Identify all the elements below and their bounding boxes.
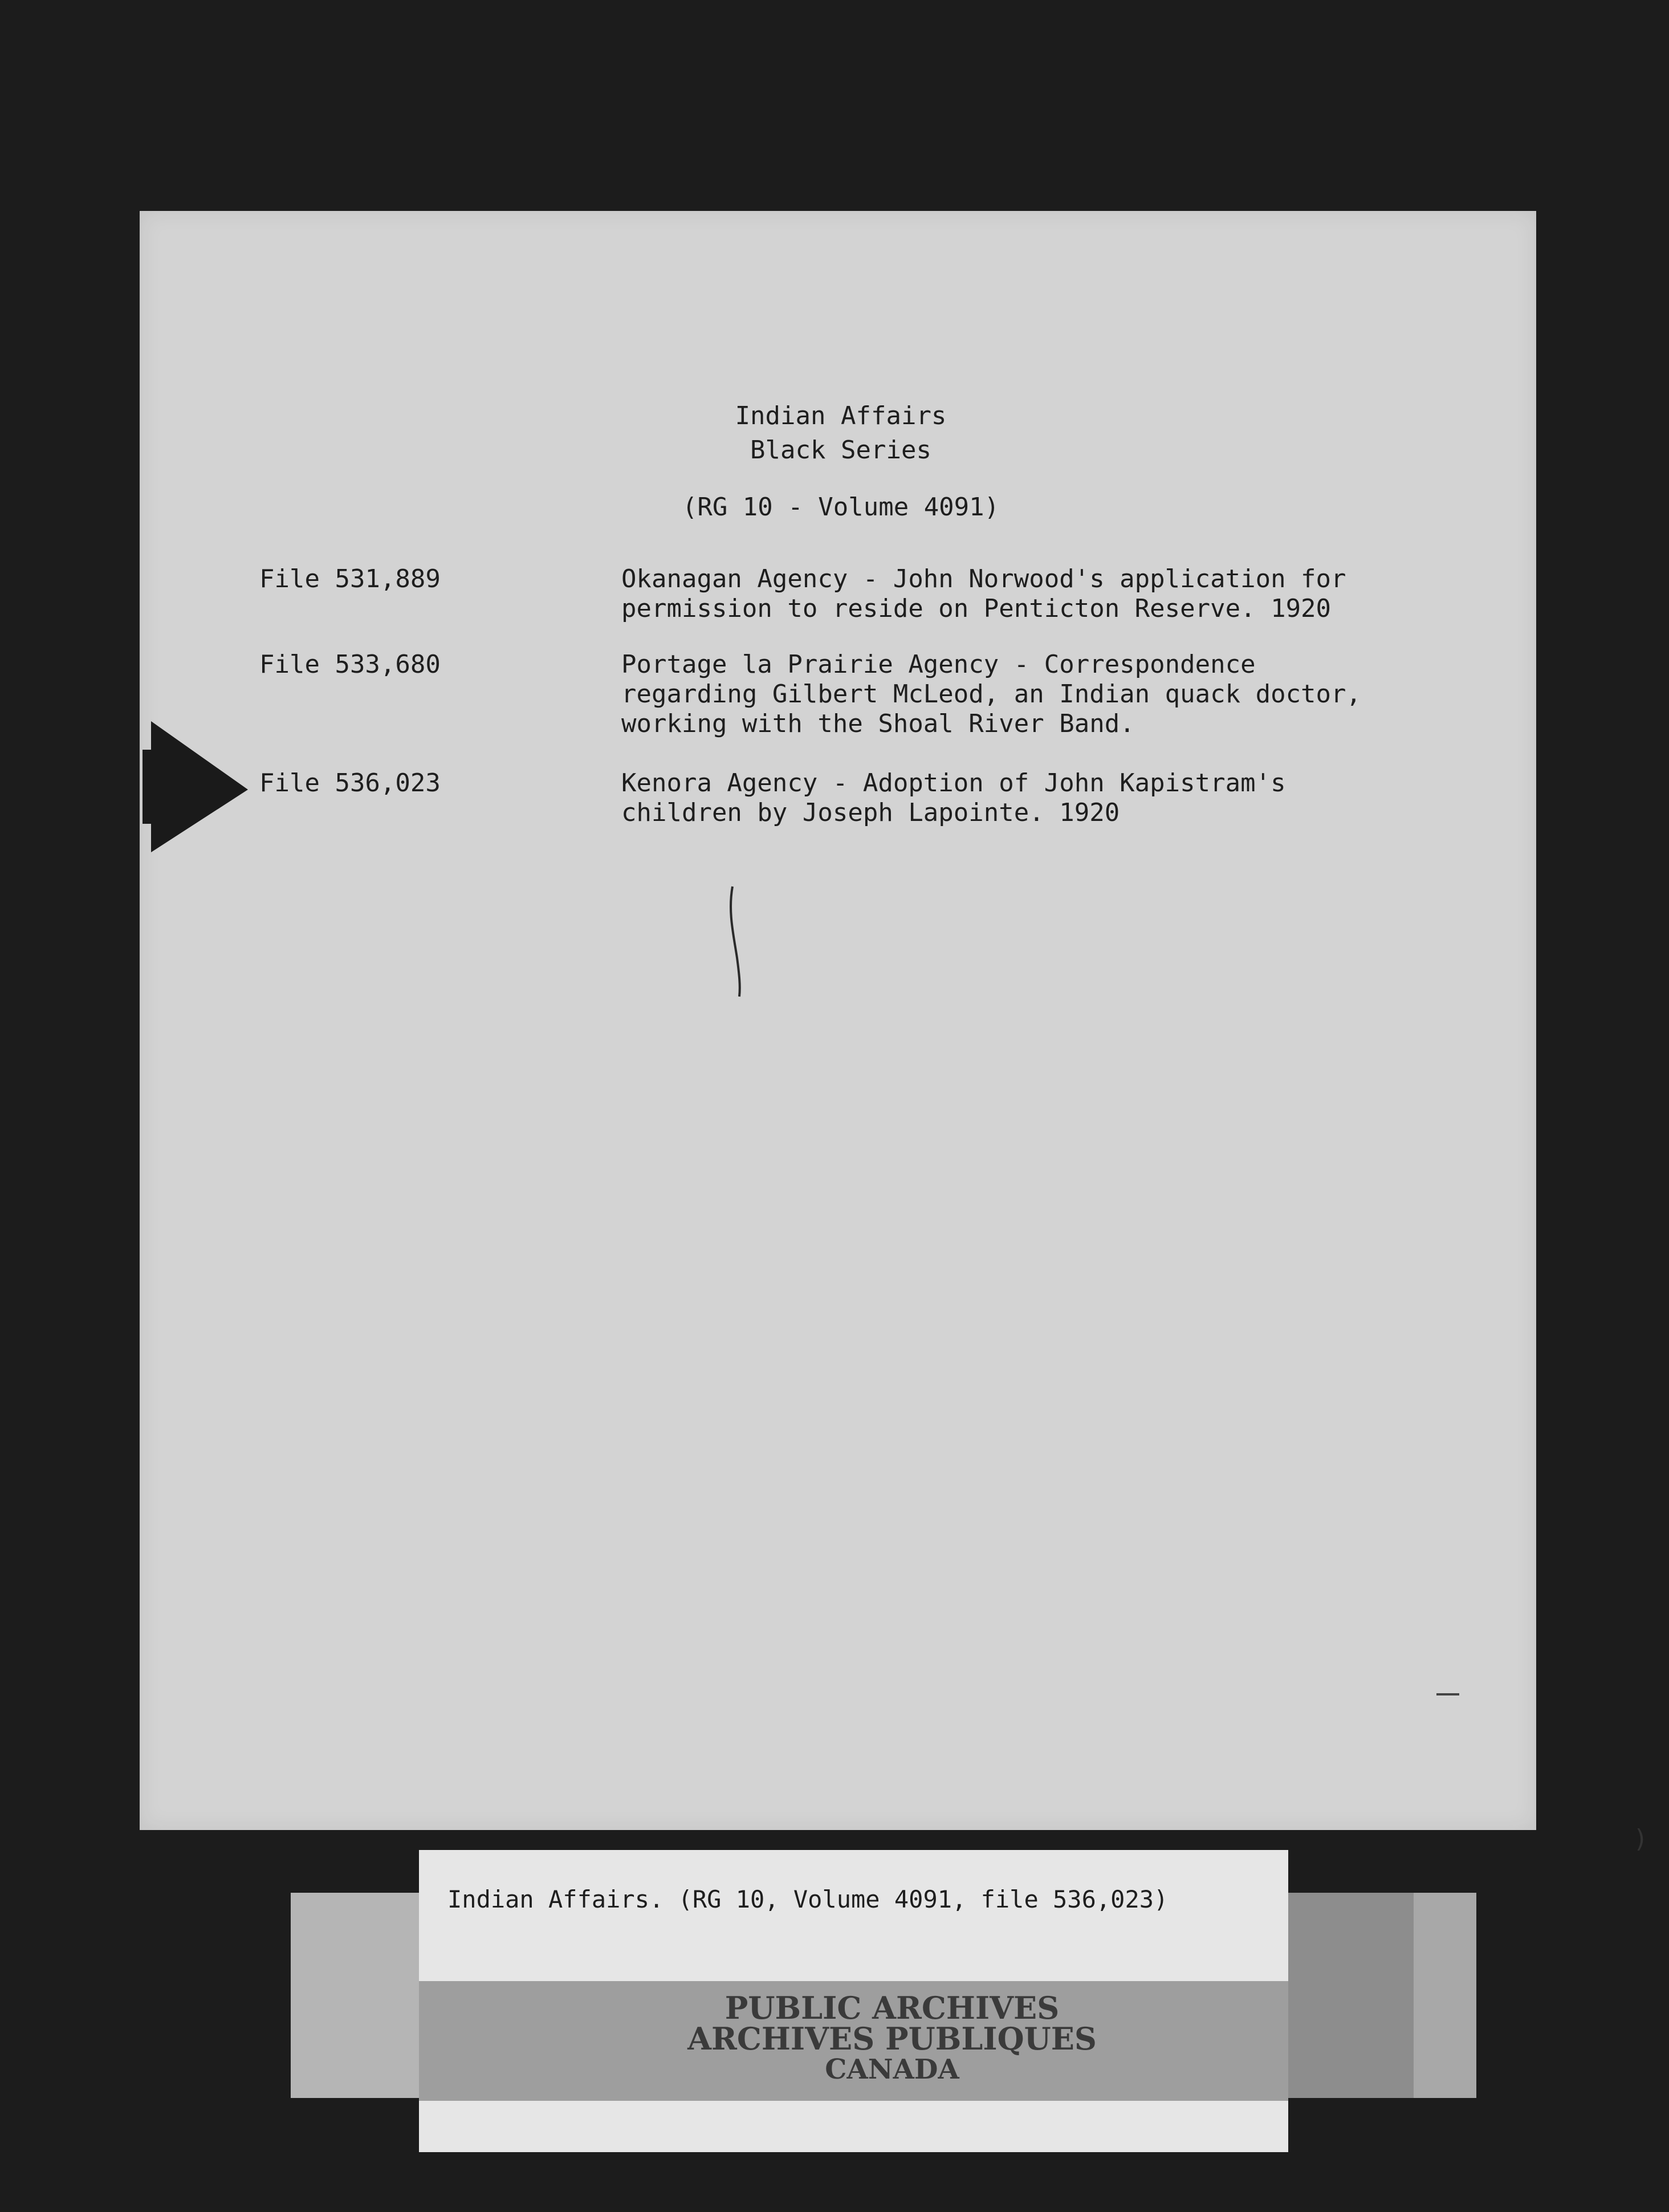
description-line: Kenora Agency - Adoption of John Kapistram's <box>621 768 1286 798</box>
stamp-line: CANADA <box>825 2054 959 2085</box>
pointer-arrow-icon <box>140 721 254 852</box>
description-line: children by Joseph Lapointe. 1920 <box>621 798 1120 827</box>
file-description-2 <box>621 650 1476 739</box>
description-line: working with the Shoal River Band. <box>621 709 1135 738</box>
description-line: Okanagan Agency - John Norwood's application for <box>621 564 1346 593</box>
file-number-3: File 536,023 <box>259 768 441 798</box>
file-description-3 <box>621 768 1476 828</box>
tape-right <box>1414 1893 1476 2098</box>
archival-label-card <box>419 1850 1288 2152</box>
stray-paren-mark: ) <box>1633 1824 1648 1853</box>
stray-mark <box>1436 1693 1459 1695</box>
file-number-2: File 533,680 <box>259 650 441 679</box>
file-number-1: File 531,889 <box>259 564 441 593</box>
header-title: Indian Affairs <box>735 401 947 430</box>
pen-stroke-mark <box>727 884 750 998</box>
file-description-1 <box>621 564 1476 624</box>
stamp-line: PUBLIC ARCHIVES <box>724 1990 1060 2026</box>
description-line: Portage la Prairie Agency - Correspondence <box>621 650 1256 679</box>
label-caption: Indian Affairs. (RG 10, Volume 4091, file 536,023) <box>447 1885 1169 1913</box>
archives-stamp <box>664 1990 1120 2085</box>
header-series: Black Series <box>750 436 931 465</box>
description-line: permission to reside on Penticton Reserve. 1920 <box>621 594 1332 623</box>
tape-left <box>291 1893 422 2098</box>
header-reference: (RG 10 - Volume 4091) <box>682 493 1000 522</box>
description-line: regarding Gilbert McLeod, an Indian quack doctor, <box>621 680 1362 709</box>
document-header <box>140 399 1536 524</box>
stamp-line: ARCHIVES PUBLIQUES <box>687 2020 1097 2057</box>
document-page <box>140 211 1648 1853</box>
